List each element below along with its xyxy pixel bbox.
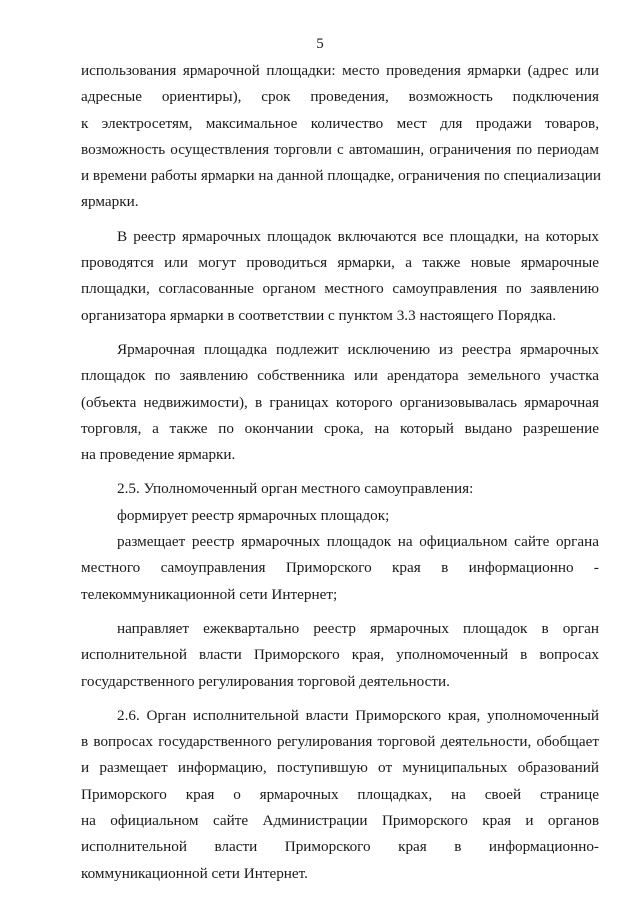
- text-line: площадки, согласованные органом местного самоуправления по заявлению: [81, 280, 599, 298]
- page-number: 5: [316, 36, 324, 52]
- text-line: использования ярмарочной площадки: место проведения ярмарки (адрес или: [81, 62, 599, 79]
- text-line: возможность осуществления торговли с автомашин, ограничения по периодам: [81, 140, 599, 158]
- paragraph-registry-info: [81, 58, 602, 216]
- paragraph-publishes-registry: [81, 529, 599, 608]
- paragraph-forms-registry: [81, 503, 599, 529]
- text-line: формирует реестр ярмарочных площадок;: [117, 506, 390, 524]
- text-line: и размещает информацию, поступившую от муниципальных образований: [81, 759, 599, 777]
- paragraph-sends-registry: [81, 616, 599, 695]
- text-line: В реестр ярмарочных площадок включаются все площадки, на которых: [117, 227, 599, 245]
- document-body: [81, 58, 602, 887]
- text-line: размещает реестр ярмарочных площадок на официальном сайте органа: [117, 533, 599, 551]
- text-line: и времени работы ярмарки на данной площадке, ограничения по специализации: [81, 167, 602, 185]
- text-line: Ярмарочная площадка подлежит исключению из реестра ярмарочных: [117, 340, 599, 358]
- text-line: направляет ежеквартально реестр ярмарочных площадок в орган: [117, 619, 599, 637]
- text-line: исполнительной власти Приморского края, уполномоченный в вопросах: [81, 646, 599, 664]
- text-line: адресные ориентиры), срок проведения, возможность подключения: [81, 88, 599, 106]
- text-line: государственного регулирования торговой деятельности.: [81, 672, 450, 690]
- text-line: торговля, а также по окончании срока, на который выдано разрешение: [81, 419, 599, 437]
- text-line: коммуникационной сети Интернет.: [81, 864, 308, 882]
- text-line: к электросетям, максимальное количество мест для продажи товаров,: [81, 114, 599, 132]
- text-line: телекоммуникационной сети Интернет;: [81, 585, 338, 603]
- paragraph-registry-exclusion: [81, 337, 599, 468]
- text-line: 2.6. Орган исполнительной власти Приморского края, уполномоченный: [117, 706, 599, 724]
- text-line: Приморского края о ярмарочных площадках, на своей странице: [81, 785, 599, 803]
- text-line: организатора ярмарки в соответствии с пунктом 3.3 настоящего Порядка.: [81, 306, 557, 324]
- text-line: проводятся или могут проводиться ярмарки, а также новые ярмарочные: [81, 254, 599, 272]
- text-line: в вопросах государственного регулирования торговой деятельности, обобщает: [81, 733, 599, 751]
- text-line: 2.5. Уполномоченный орган местного самоуправления:: [117, 480, 474, 498]
- text-line: (объекта недвижимости), в границах которого организовывалась ярмарочная: [81, 393, 599, 411]
- text-line: на проведение ярмарки.: [81, 446, 236, 464]
- paragraph-section-2-5: [81, 476, 599, 502]
- paragraph-registry-inclusion: [81, 224, 599, 329]
- text-line: исполнительной власти Приморского края в информационно-: [81, 838, 599, 856]
- text-line: местного самоуправления Приморского края в информационно -: [81, 559, 599, 577]
- paragraph-section-2-6: [81, 703, 599, 887]
- text-line: на официальном сайте Администрации Приморского края и органов: [81, 812, 599, 830]
- text-line: площадок по заявлению собственника или арендатора земельного участка: [81, 367, 599, 385]
- text-line: ярмарки.: [81, 193, 139, 211]
